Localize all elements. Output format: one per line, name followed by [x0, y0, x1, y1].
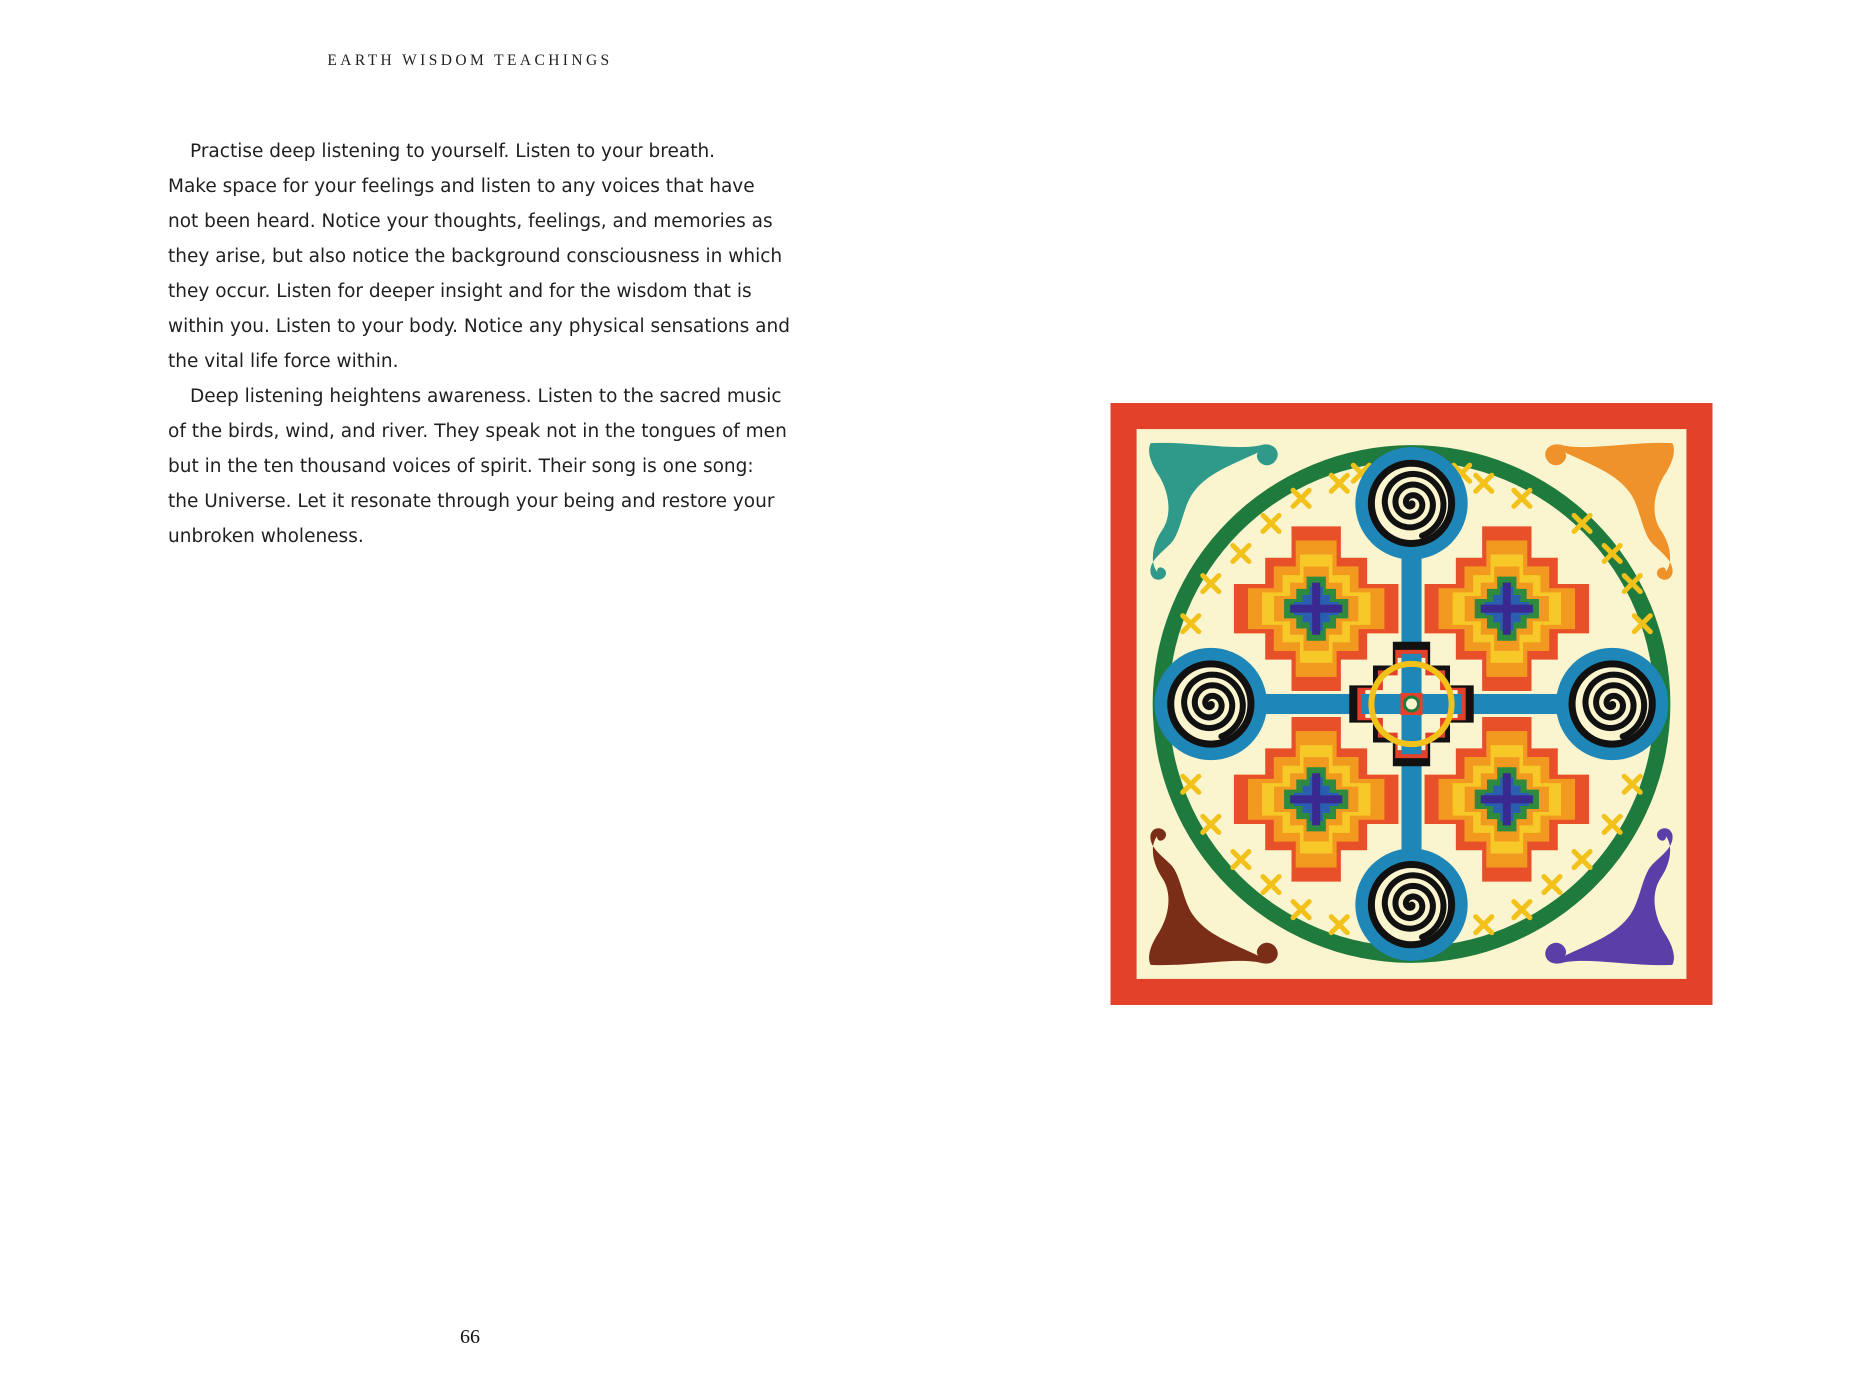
- mandala-illustration: [1110, 403, 1713, 1005]
- paragraph-2: [168, 379, 787, 554]
- text-line: but in the ten thousand voices of spirit. Their song is one song:: [168, 456, 754, 477]
- mandala-svg: [1110, 403, 1713, 1005]
- text-line: the vital life force within.: [168, 351, 399, 372]
- cross-bar: [1290, 795, 1342, 803]
- running-head: EARTH WISDOM TEACHINGS: [327, 52, 613, 69]
- cross-bar: [1290, 605, 1342, 613]
- center-dot: [1404, 697, 1418, 711]
- text-line: of the birds, wind, and river. They speak not in the tongues of men: [168, 421, 787, 442]
- cross-bar: [1481, 605, 1533, 613]
- body-text: [168, 134, 790, 554]
- text-line: they arise, but also notice the background consciousness in which: [168, 246, 783, 267]
- spiral-icon: [1155, 648, 1267, 760]
- spiral-icon: [1355, 447, 1467, 559]
- text-line: the Universe. Let it resonate through your being and restore your: [168, 491, 775, 512]
- text-line: Make space for your feelings and listen to any voices that have: [168, 176, 755, 197]
- paragraph-1: [168, 134, 790, 379]
- text-line: they occur. Listen for deeper insight and for the wisdom that is: [168, 281, 752, 302]
- spiral-icon: [1355, 848, 1467, 960]
- text-line: not been heard. Notice your thoughts, feelings, and memories as: [168, 211, 773, 232]
- page-number: 66: [460, 1326, 480, 1348]
- text-line: Deep listening heightens awareness. Listen to the sacred music: [190, 386, 782, 407]
- text-line: within you. Listen to your body. Notice any physical sensations and: [168, 316, 790, 337]
- spiral-icon: [1556, 648, 1668, 760]
- text-line: Practise deep listening to yourself. Listen to your breath.: [190, 141, 716, 162]
- cross-bar: [1481, 795, 1533, 803]
- text-line: unbroken wholeness.: [168, 526, 364, 547]
